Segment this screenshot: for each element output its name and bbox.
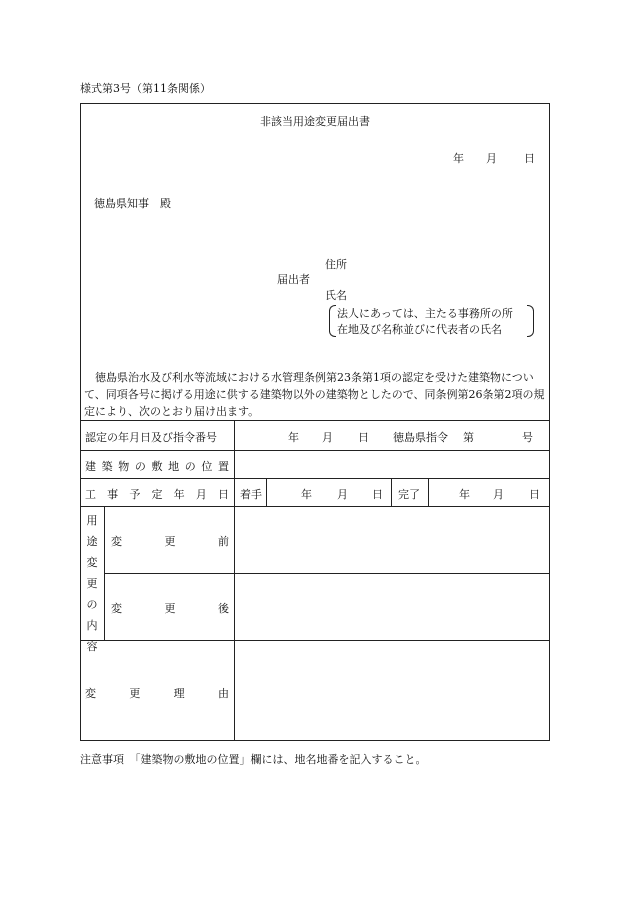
- notifier-name-label: 氏名: [325, 289, 347, 302]
- schedule-label: 工事予定年月日: [85, 488, 229, 501]
- date-year: 年: [453, 152, 464, 165]
- row-divider: [104, 573, 550, 574]
- start-label: 着手: [240, 488, 262, 501]
- corp-note-bracket-right: [527, 305, 534, 337]
- end-month: 月: [493, 488, 504, 501]
- corp-note-bracket-left: [329, 305, 336, 337]
- end-day: 日: [529, 488, 540, 501]
- date-month: 月: [486, 152, 497, 165]
- form-number: 様式第3号（第11条関係）: [80, 82, 211, 95]
- cert-year: 年: [288, 431, 299, 444]
- cert-day: 日: [358, 431, 369, 444]
- row-divider: [80, 450, 550, 451]
- col-divider: [234, 420, 235, 741]
- corp-note-line1: 法人にあっては、主たる事務所の所: [337, 307, 513, 320]
- row-divider: [80, 640, 550, 641]
- col-divider: [391, 478, 392, 506]
- cert-go: 号: [522, 431, 533, 444]
- corp-note-line2: 在地及び名称並びに代表者の氏名: [337, 323, 502, 336]
- footer-note: 注意事項 「建築物の敷地の位置」欄には、地名地番を記入すること。: [80, 753, 427, 766]
- notifier-label: 届出者: [277, 273, 310, 286]
- start-year: 年: [301, 488, 312, 501]
- content-label: 用途変更の内容: [86, 514, 98, 653]
- col-divider: [266, 478, 267, 506]
- start-month: 月: [337, 488, 348, 501]
- date-day: 日: [524, 152, 535, 165]
- col-divider: [428, 478, 429, 506]
- cert-label: 認定の年月日及び指令番号: [85, 431, 217, 444]
- end-label: 完了: [398, 488, 420, 501]
- before-label: 変更前: [111, 535, 229, 548]
- reason-label: 変更理由: [85, 687, 229, 700]
- row-divider: [80, 420, 550, 421]
- cert-dai: 第: [463, 431, 474, 444]
- end-year: 年: [459, 488, 470, 501]
- col-divider: [104, 506, 105, 640]
- row-divider: [80, 506, 550, 507]
- cert-directive: 徳島県指令: [393, 431, 448, 444]
- cert-month: 月: [322, 431, 333, 444]
- addressee: 徳島県知事 殿: [94, 197, 171, 210]
- start-day: 日: [372, 488, 383, 501]
- body-text: 徳島県治水及び利水等流域における水管理条例第23条第1項の認定を受けた建築物について、同項各号に掲げる用途に供する建築物以外の建築物としたので、同条例第26条第2項の規定により、次のとおり届け出ます。: [84, 371, 545, 418]
- form-title: 非該当用途変更届出書: [260, 115, 370, 128]
- site-label: 建築物の敷地の位置: [85, 460, 229, 473]
- row-divider: [80, 478, 550, 479]
- notifier-address-label: 住所: [325, 258, 347, 271]
- after-label: 変更後: [111, 602, 229, 615]
